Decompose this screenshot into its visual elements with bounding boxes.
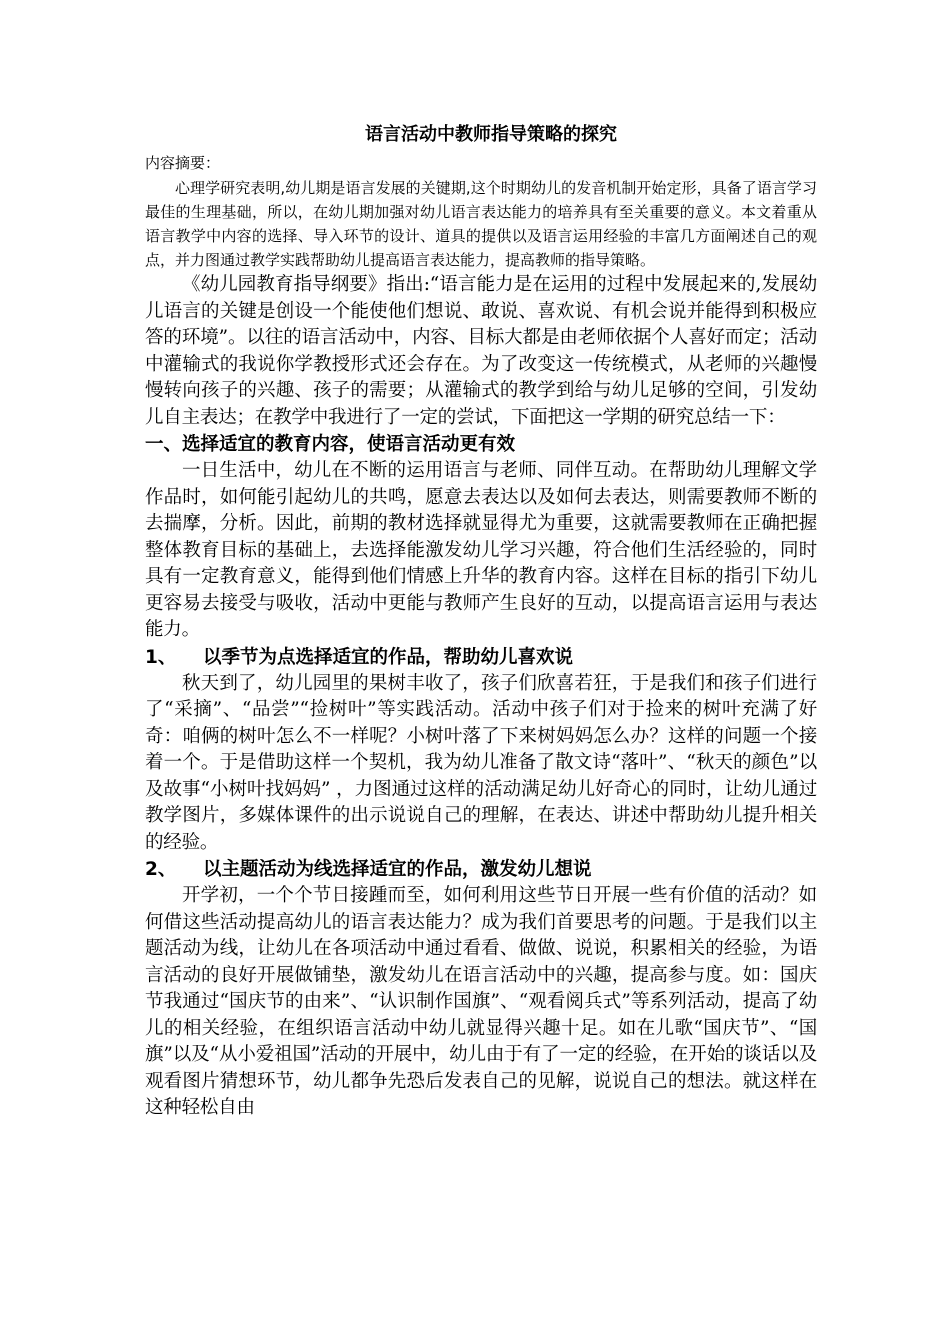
abstract-label: 内容摘要：: [145, 154, 221, 172]
subsection-1-number: 1、: [145, 646, 177, 668]
subsection-2-title: 以主题活动为线选择适宜的作品，激发幼儿想说: [203, 859, 592, 880]
subsection-1-heading: [145, 644, 817, 671]
intro-paragraph: 《幼儿园教育指导纲要》指出:“语言能力是在运用的过程中发展起来的,发展幼儿语言的关键是创设一个能使他们想说、敢说、喜欢说、有机会说并能得到积极应答的环境”。以往的语言活动中，内容、目标大都是由老师依据个人喜好而定；活动中灌输式的我说你学教授形式还会存在。为了改变这一传统模式，从老师的兴趣慢慢转向孩子的兴趣、孩子的需要；从灌输式的教学到给与幼儿足够的空间，引发幼儿自主表达；在教学中我进行了一定的尝试，下面把这一学期的研究总结一下：: [145, 274, 817, 428]
document-page: [145, 118, 817, 1122]
subsection-2-paragraph: 开学初，一个个节日接踵而至，如何利用这些节日开展一些有价值的活动？如何借这些活动提高幼儿的语言表达能力？成为我们首要思考的问题。于是我们以主题活动为线，让幼儿在各项活动中通过看看、做做、说说，积累相关的经验，为语言活动的良好开展做铺垫，激发幼儿在语言活动中的兴趣，提高参与度。如：国庆节我通过“国庆节的由来”、“认识制作国旗”、“观看阅兵式”等系列活动，提高了幼儿的相关经验，在组织语言活动中幼儿就显得兴趣十足。如在儿歌“国庆节”、“国旗”以及“从小爱祖国”活动的开展中，幼儿由于有了一定的经验，在开始的谈话以及观看图片猜想环节，幼儿都争先恐后发表自己的见解，说说自己的想法。就这样在这种轻松自由: [145, 885, 817, 1118]
subsection-1-title: 以季节为点选择适宜的作品，帮助幼儿喜欢说: [203, 646, 574, 668]
section-1-paragraph: 一日生活中，幼儿在不断的运用语言与老师、同伴互动。在帮助幼儿理解文学作品时，如何能引起幼儿的共鸣，愿意去表达以及如何去表达，则需要教师不断的去揣摩，分析。因此，前期的教材选择就显得尤为重要，这就需要教师在正确把握整体教育目标的基础上，去选择能激发幼儿学习兴趣，符合他们生活经验的，同时具有一定教育意义，能得到他们情感上升华的教育内容。这样在目标的指引下幼儿更容易去接受与吸收，活动中更能与教师产生良好的互动，以提高语言运用与表达能力。: [145, 460, 817, 640]
abstract-paragraph: 心理学研究表明,幼儿期是语言发展的关键期,这个时期幼儿的发音机制开始定形，具备了语言学习最佳的生理基础，所以，在幼儿期加强对幼儿语言表达能力的培养具有至关重要的意义。本文着重从语言教学中内容的选择、导入环节的设计、道具的提供以及语言运用经验的丰富几方面阐述自己的观点，并力图通过教学实践帮助幼儿提高语言表达能力，提高教师的指导策略。: [145, 179, 817, 269]
subsection-2-number: 2、: [145, 859, 177, 880]
subsection-2-heading: [145, 856, 817, 883]
document-title: 语言活动中教师指导策略的探究: [365, 124, 617, 145]
subsection-1-paragraph: 秋天到了，幼儿园里的果树丰收了，孩子们欣喜若狂，于是我们和孩子们进行了“采摘”、“品尝”“捡树叶”等实践活动。活动中孩子们对于捡来的树叶充满了好奇：咱俩的树叶怎么不一样呢？小树叶落了下来树妈妈怎么办？这样的问题一个接着一个。于是借助这样一个契机，我为幼儿准备了散文诗“落叶”、“秋天的颜色”以及故事“小树叶找妈妈” ，力图通过这样的活动满足幼儿好奇心的同时，让幼儿通过教学图片，多媒体课件的出示说说自己的理解，在表达、讲述中帮助幼儿提升相关的经验。: [145, 672, 817, 853]
section-1-heading: 一、选择适宜的教育内容，使语言活动更有效: [145, 434, 516, 455]
